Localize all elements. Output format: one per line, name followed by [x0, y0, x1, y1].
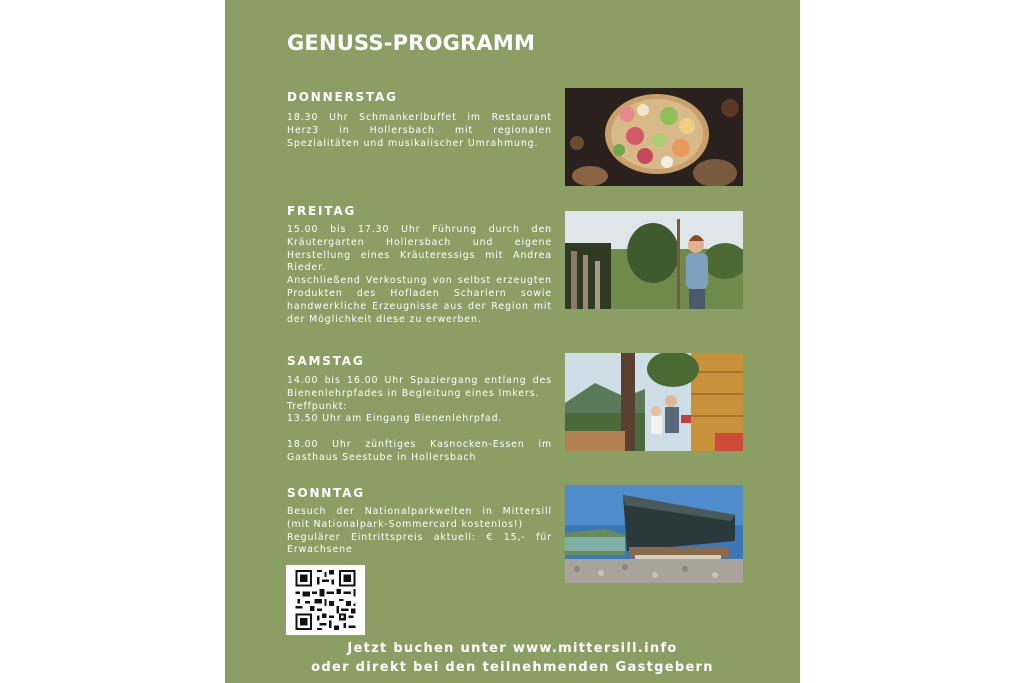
day-line: 13.50 Uhr am Eingang Bienenlehrpfad.	[287, 413, 503, 425]
day-line: Regulärer Eintrittspreis aktuell: € 15,- für Erwachsene	[287, 531, 552, 556]
day-line: Treffpunkt:	[287, 400, 348, 412]
herb-garden-photo	[565, 211, 743, 309]
buffet-platter-photo	[565, 88, 743, 186]
day-heading-samstag: SAMSTAG	[287, 354, 365, 368]
day-text-samstag	[287, 375, 552, 465]
day-line: Besuch der Nationalparkwelten in Mittersill (mit Nationalpark-Sommercard kostenlos!)	[287, 506, 552, 530]
day-text-donnerstag	[287, 112, 552, 150]
booking-line-1: Jetzt buchen unter www.mittersill.info	[347, 641, 678, 656]
day-heading-freitag: FREITAG	[287, 204, 357, 218]
day-heading-donnerstag: DONNERSTAG	[287, 90, 398, 104]
qr-code[interactable]	[286, 565, 365, 635]
day-text-sonntag	[287, 506, 552, 557]
nationalpark-building-photo	[565, 485, 743, 583]
day-line: 15.00 bis 17.30 Uhr Führung durch den Kräutergarten Hollersbach und eigene Herstellung eines Kräuteressigs mit Andrea Rieder.	[287, 224, 552, 274]
page-title: GENUSS-PROGRAMM	[287, 31, 536, 55]
day-line: 18.00 Uhr zünftiges Kasnocken-Essen im Gasthaus Seestube in Hollersbach	[287, 438, 552, 463]
booking-line-2: oder direkt bei den teilnehmenden Gastgebern	[311, 660, 714, 675]
day-text-freitag	[287, 224, 552, 326]
day-line: Anschließend Verkostung von selbst erzeugten Produkten des Hofladen Scharlern sowie handwerkliche Erzeugnisse aus der Region mit der Möglichkeit diese zu erwerben.	[287, 275, 552, 325]
day-line: 14.00 bis 16.00 Uhr Spaziergang entlang des Bienenlehrpfades in Begleitung eines Imkers.	[287, 375, 552, 399]
day-line: 18.30 Uhr Schmankerlbuffet im Restaurant Herz3 in Hollersbach mit regionalen Spezialitäten und musikalischer Umrahmung.	[287, 112, 552, 149]
day-heading-sonntag: SONNTAG	[287, 486, 365, 500]
program-flyer	[225, 0, 800, 683]
bee-trail-photo	[565, 353, 743, 451]
